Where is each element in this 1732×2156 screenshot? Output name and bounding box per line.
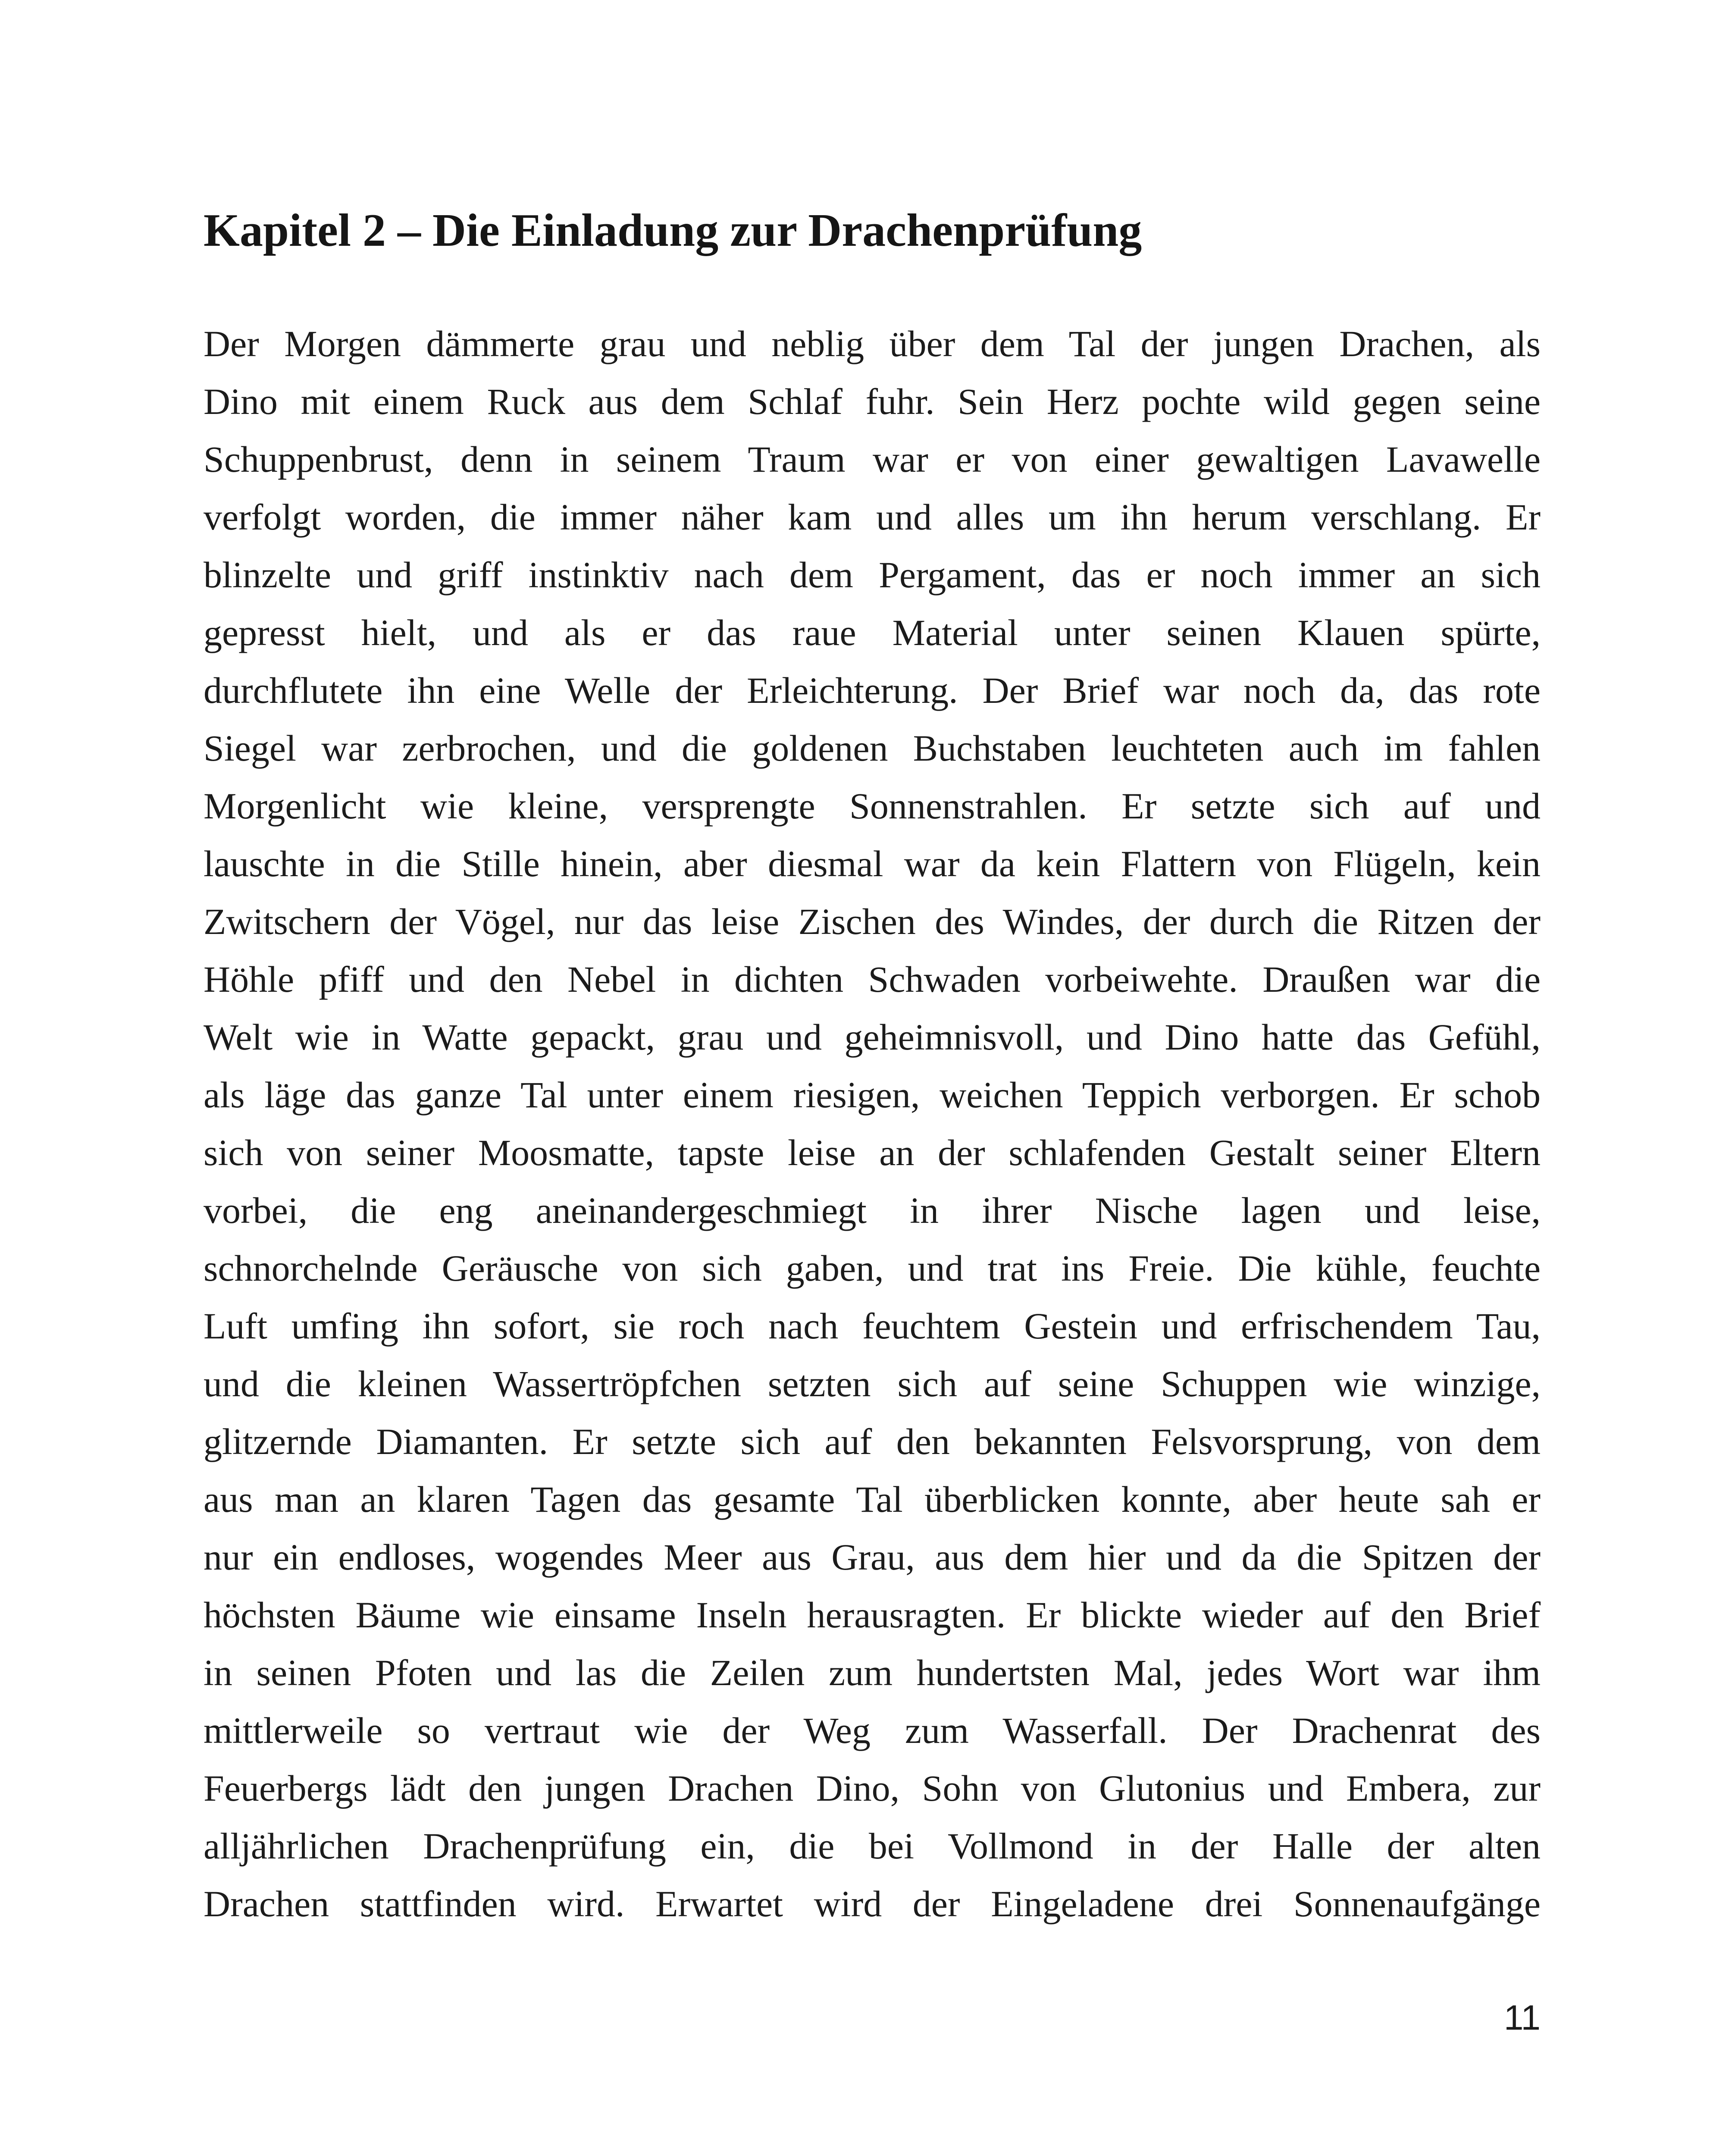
text-line: schnorchelnde Geräusche von sich gaben, und trat ins Freie. Die kühle, feuchte bbox=[204, 1247, 1541, 1289]
text-line: und die kleinen Wassertröpfchen setzten sich auf seine Schuppen wie winzige, bbox=[204, 1363, 1541, 1404]
text-line: als läge das ganze Tal unter einem riesigen, weichen Teppich verborgen. Er schob bbox=[204, 1074, 1541, 1116]
text-line: Luft umfing ihn sofort, sie roch nach feuchtem Gestein und erfrischendem Tau, bbox=[204, 1305, 1541, 1347]
text-line: alljährlichen Drachenprüfung ein, die bei Vollmond in der Halle der alten bbox=[204, 1825, 1541, 1867]
text-line: Schuppenbrust, denn in seinem Traum war er von einer gewaltigen Lavawelle bbox=[204, 439, 1541, 480]
body-paragraph bbox=[204, 315, 1541, 1933]
text-line: Höhle pfiff und den Nebel in dichten Schwaden vorbeiwehte. Draußen war die bbox=[204, 959, 1541, 1000]
text-line: gepresst hielt, und als er das raue Material unter seinen Klauen spürte, bbox=[204, 612, 1541, 653]
text-line: mittlerweile so vertraut wie der Weg zum Wasserfall. Der Drachenrat des bbox=[204, 1710, 1541, 1751]
text-line: Drachen stattfinden wird. Erwartet wird der Eingeladene drei Sonnenaufgänge bbox=[204, 1883, 1541, 1924]
text-line: blinzelte und griff instinktiv nach dem Pergament, das er noch immer an sich bbox=[204, 554, 1541, 595]
text-line: aus man an klaren Tagen das gesamte Tal überblicken konnte, aber heute sah er bbox=[204, 1479, 1541, 1520]
text-line: Der Morgen dämmerte grau und neblig über dem Tal der jungen Drachen, als bbox=[204, 323, 1541, 364]
text-line: Feuerbergs lädt den jungen Drachen Dino, Sohn von Glutonius und Embera, zur bbox=[204, 1767, 1541, 1809]
text-line: verfolgt worden, die immer näher kam und alles um ihn herum verschlang. Er bbox=[204, 496, 1541, 538]
text-line: durchflutete ihn eine Welle der Erleichterung. Der Brief war noch da, das rote bbox=[204, 670, 1541, 711]
text-line: sich von seiner Moosmatte, tapste leise an der schlafenden Gestalt seiner Eltern bbox=[204, 1132, 1541, 1173]
text-line: Morgenlicht wie kleine, versprengte Sonnenstrahlen. Er setzte sich auf und bbox=[204, 785, 1541, 827]
text-line: Welt wie in Watte gepackt, grau und geheimnisvoll, und Dino hatte das Gefühl, bbox=[204, 1016, 1541, 1058]
text-line: Zwitschern der Vögel, nur das leise Zischen des Windes, der durch die Ritzen der bbox=[204, 901, 1541, 942]
page-number: 11 bbox=[1503, 1998, 1541, 2037]
text-line: glitzernde Diamanten. Er setzte sich auf den bekannten Felsvorsprung, von dem bbox=[204, 1421, 1541, 1462]
text-line: nur ein endloses, wogendes Meer aus Grau, aus dem hier und da die Spitzen der bbox=[204, 1536, 1541, 1578]
text-line: lauschte in die Stille hinein, aber diesmal war da kein Flattern von Flügeln, kein bbox=[204, 843, 1541, 884]
text-line: Siegel war zerbrochen, und die goldenen Buchstaben leuchteten auch im fahlen bbox=[204, 727, 1541, 769]
chapter-title: Kapitel 2 – Die Einladung zur Drachenprüfung bbox=[204, 205, 1142, 256]
text-line: vorbei, die eng aneinandergeschmiegt in ihrer Nische lagen und leise, bbox=[204, 1190, 1541, 1231]
text-line: Dino mit einem Ruck aus dem Schlaf fuhr. Sein Herz pochte wild gegen seine bbox=[204, 381, 1541, 422]
text-line: in seinen Pfoten und las die Zeilen zum hundertsten Mal, jedes Wort war ihm bbox=[204, 1652, 1541, 1693]
text-line: höchsten Bäume wie einsame Inseln herausragten. Er blickte wieder auf den Brief bbox=[204, 1594, 1541, 1636]
